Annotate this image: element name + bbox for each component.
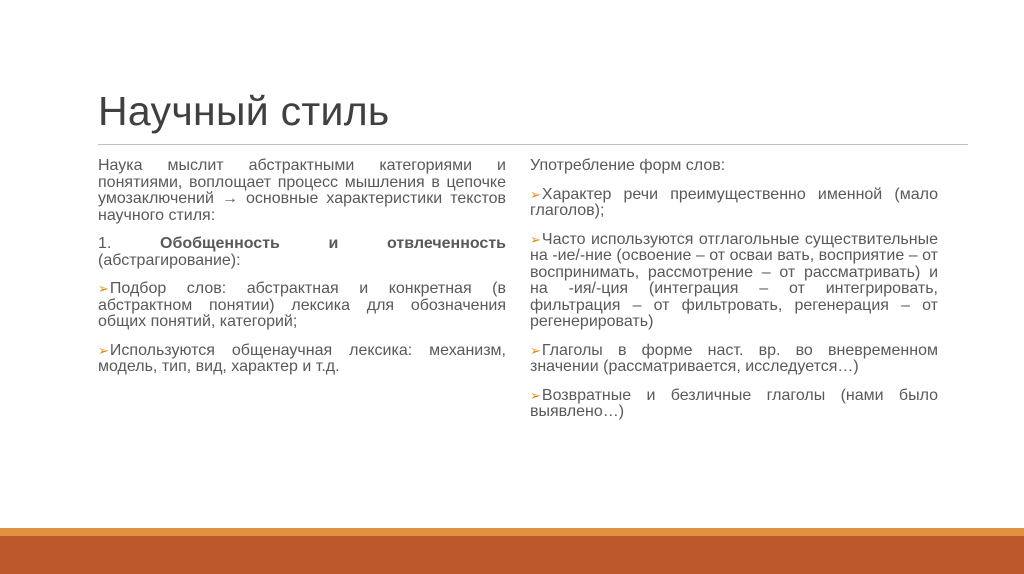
right-bullet-4-text: Возвратные и безличные глаголы (нами было выявлено…) — [530, 386, 938, 420]
left-bullet-2 — [98, 343, 506, 376]
left-bullet-1 — [98, 281, 506, 331]
right-bullet-3 — [530, 343, 938, 376]
right-bullet-4 — [530, 388, 938, 421]
right-bullet-1-text: Характер речи преимущественно именной (мало глаголов); — [530, 185, 938, 219]
right-column — [530, 158, 938, 421]
right-bullet-1 — [530, 187, 938, 220]
arrow-bullet-icon: ➢ — [530, 231, 541, 247]
arrow-bullet-icon: ➢ — [530, 387, 541, 403]
item-1-bold-title: Обобщенность и отвлеченность — [160, 235, 506, 252]
item-1-note: (абстрагирование): — [98, 251, 241, 269]
left-bullet-1-text: Подбор слов: абстрактная и конкретная (в абстрактном понятии) лексика для обозначения общих понятий, категорий; — [98, 280, 506, 330]
right-bullet-3-text: Глаголы в форме наст. вр. во вневременном значении (рассматривается, исследуется…) — [530, 341, 938, 375]
left-bullet-2-text: Используются общенаучная лексика: механизм, модель, тип, вид, характер и т.д. — [98, 341, 506, 375]
arrow-bullet-icon: ➢ — [530, 186, 541, 202]
right-heading: Употребление форм слов: — [530, 157, 726, 174]
slide-title: Научный стиль — [98, 88, 390, 134]
intro-paragraph: Наука мыслит абстрактными категориями и понятиями, воплощает процесс мышления в цепочке умозаключений → основные характеристики текстов научного стиля: — [98, 157, 506, 224]
arrow-bullet-icon: ➢ — [98, 281, 109, 296]
item-1-heading — [98, 236, 506, 269]
item-1-number: 1. — [98, 235, 112, 252]
footer-accent-stripe — [0, 528, 1024, 536]
left-column — [98, 158, 506, 376]
right-bullet-2-text: Часто используются отглагольные существительные на -ие/-ние (освоение – от осваи вать, восприятие – от воспринимать, рассмотрение – от рассматривать) и на -ия/-ция (интеграция – от интегрировать, фильтрация – от фильтровать, регенерация – от регенерировать) — [530, 230, 938, 330]
footer-bar — [0, 536, 1024, 574]
right-bullet-2 — [530, 232, 938, 331]
arrow-bullet-icon: ➢ — [530, 342, 541, 358]
title-divider — [98, 144, 968, 145]
arrow-bullet-icon: ➢ — [98, 342, 109, 358]
